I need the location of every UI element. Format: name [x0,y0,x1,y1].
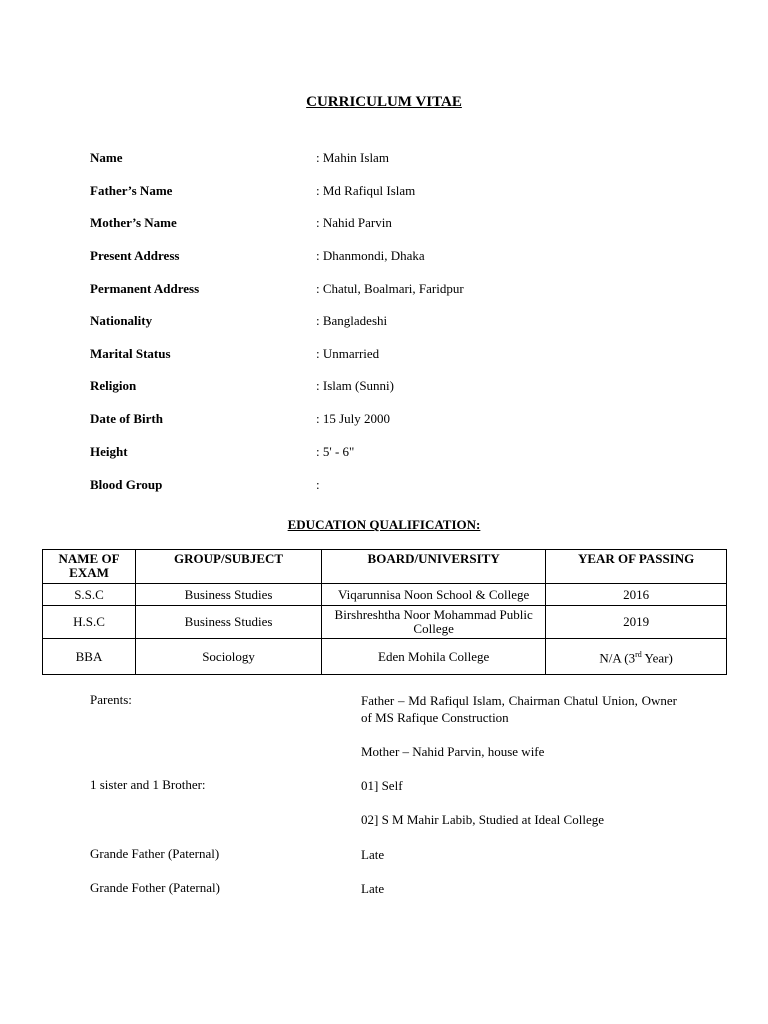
personal-detail-row [0,183,768,201]
year-tail: Year) [641,650,673,666]
personal-detail-row [0,150,768,168]
grandfather-value: Late [361,847,385,862]
table-row [43,639,727,675]
detail-value-mothers-name: : Nahid Parvin [316,215,392,230]
parents-label: Parents: [90,692,132,707]
personal-detail-row [0,444,768,462]
cell-group: Business Studies [136,606,322,639]
siblings-label: 1 sister and 1 Brother: [90,777,206,792]
personal-detail-row [0,346,768,364]
detail-value-date-of-birth: : 15 July 2000 [316,411,391,426]
detail-value-blood-group: : [316,477,320,492]
sibling-2: 02] S M Mahir Labib, Studied at Ideal College [361,812,604,827]
father-info: Father – Md Rafiqul Islam, Chairman Chatul Union, Owner of MS Rafique Construction [361,693,677,725]
year-main: N/A (3 [599,650,636,666]
document-title: CURRICULUM VITAE [306,94,462,110]
detail-value-fathers-name: : Md Rafiqul Islam [316,183,416,198]
column-header-year: YEAR OF PASSING [546,550,727,584]
personal-detail-row [0,215,768,233]
cell-exam: S.S.C [43,584,136,606]
personal-detail-row [0,378,768,396]
detail-label-religion: Religion [90,378,137,393]
education-table [42,549,727,675]
ordinal-suffix: rd [635,649,642,659]
table-row [43,584,727,606]
detail-value-permanent-address: : Chatul, Boalmari, Faridpur [316,281,464,296]
column-header-exam: NAME OF EXAM [43,550,136,584]
column-header-group: GROUP/SUBJECT [136,550,322,584]
education-heading: EDUCATION QUALIFICATION: [287,517,481,532]
detail-label-height: Height [90,444,128,459]
detail-label-mothers-name: Mother’s Name [90,215,177,230]
personal-detail-row [0,411,768,429]
detail-value-marital-status: : Unmarried [316,346,380,361]
detail-label-permanent-address: Permanent Address [90,281,200,296]
cell-exam: H.S.C [43,606,136,639]
personal-detail-row [0,477,768,495]
detail-label-name: Name [90,150,123,165]
detail-value-present-address: : Dhanmondi, Dhaka [316,248,425,263]
personal-detail-row [0,248,768,266]
education-table-header [43,550,727,584]
detail-label-present-address: Present Address [90,248,180,263]
detail-label-nationality: Nationality [90,313,153,328]
cell-group: Business Studies [136,584,322,606]
grandmother-value: Late [361,881,385,896]
column-header-board: BOARD/UNIVERSITY [322,550,546,584]
personal-detail-row [0,313,768,331]
detail-label-fathers-name: Father’s Name [90,183,173,198]
detail-label-marital-status: Marital Status [90,346,171,361]
detail-value-nationality: : Bangladeshi [316,313,388,328]
sibling-1: 01] Self [361,778,403,793]
personal-detail-row [0,281,768,299]
detail-label-blood-group: Blood Group [90,477,163,492]
grandfather-label: Grande Father (Paternal) [90,846,220,861]
detail-value-height: : 5' - 6" [316,444,355,459]
cell-group: Sociology [136,639,322,675]
cell-board: Birshreshtha Noor Mohammad Public College [322,606,546,639]
cell-board: Viqarunnisa Noon School & College [322,584,546,606]
cell-board: Eden Mohila College [322,639,546,675]
detail-value-name: : Mahin Islam [316,150,389,165]
cell-exam: BBA [43,639,136,675]
cell-year: 2019 [546,606,727,639]
detail-label-date-of-birth: Date of Birth [90,411,163,426]
grandmother-label: Grande Fother (Paternal) [90,880,220,895]
table-row [43,606,727,639]
mother-info: Mother – Nahid Parvin, house wife [361,744,545,759]
detail-value-religion: : Islam (Sunni) [316,378,394,393]
cell-year [546,639,727,675]
cell-year: 2016 [546,584,727,606]
